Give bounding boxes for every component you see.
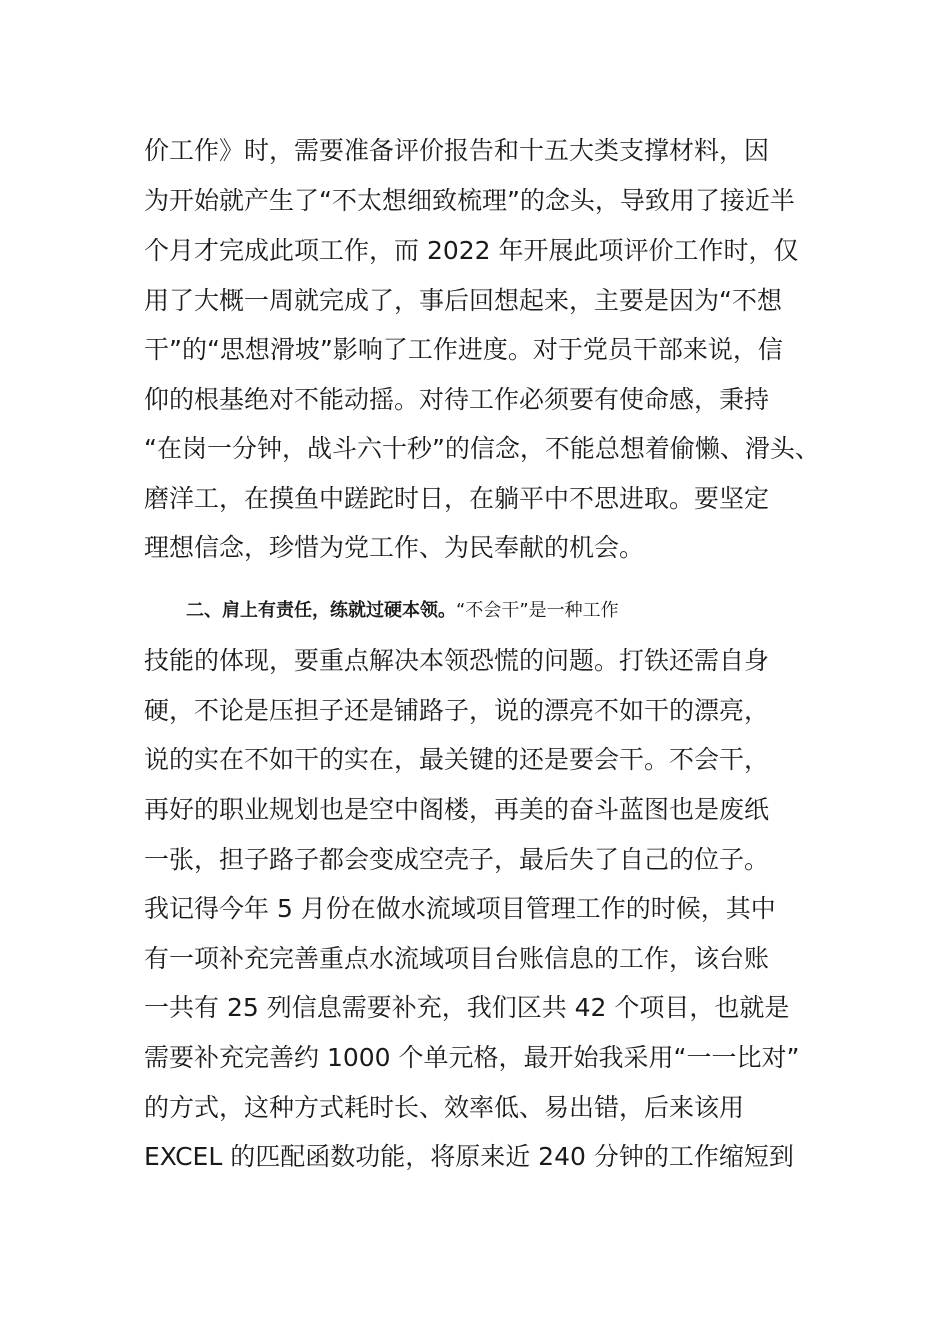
paragraph-2-line-5: 再好的职业规划也是空中阁楼，再美的奋斗蓝图也是废纸 (144, 795, 770, 824)
paragraph-1-line-1: 价工作》时，需要准备评价报告和十五大类支撑材料，因 (144, 136, 770, 165)
paragraph-1-line-6: 仰的根基绝对不能动摇。对待工作必须要有使命感，秉持 (144, 385, 770, 414)
paragraph-2-line-2: 技能的体现，要重点解决本领恐慌的问题。打铁还需自身 (144, 646, 770, 675)
paragraph-1-line-4: 用了大概一周就完成了，事后回想起来，主要是因为“不想 (144, 286, 782, 315)
paragraph-2-line-11: 的方式，这种方式耗时长、效率低、易出错，后来该用 (144, 1093, 745, 1122)
paragraph-2-line-6: 一张，担子路子都会变成空壳子，最后失了自己的位子。 (144, 845, 770, 874)
paragraph-2-line-12: EXCEL 的匹配函数功能，将原来近 240 分钟的工作缩短到 (144, 1142, 794, 1171)
paragraph-1-line-3: 个月才完成此项工作，而 2022 年开展此项评价工作时，仅 (144, 236, 799, 265)
paragraph-2-first-line-text: “不会干”是一种工作 (456, 600, 619, 621)
paragraph-2-line-8: 有一项补充完善重点水流域项目台账信息的工作，该台账 (144, 944, 770, 973)
section-heading: 二、肩上有责任，练就过硬本领。 (186, 600, 456, 621)
paragraph-1-line-5: 干”的“思想滑坡”影响了工作进度。对于党员干部来说，信 (144, 335, 783, 364)
paragraph-1-line-9: 理想信念，珍惜为党工作、为民奉献的机会。 (144, 533, 645, 562)
paragraph-2-line-4: 说的实在不如干的实在，最关键的还是要会干。不会干， (144, 745, 770, 774)
paragraph-1-line-8: 磨洋工，在摸鱼中蹉跎时日，在躺平中不思进取。要坚定 (144, 484, 770, 513)
paragraph-2-line-9: 一共有 25 列信息需要补充，我们区共 42 个项目，也就是 (144, 993, 790, 1022)
paragraph-2-first-line (186, 596, 866, 626)
paragraph-2-line-10: 需要补充完善约 1000 个单元格，最开始我采用“一一比对” (144, 1043, 800, 1072)
paragraph-2-line-7: 我记得今年 5 月份在做水流域项目管理工作的时候，其中 (144, 894, 776, 923)
paragraph-1-line-7: “在岗一分钟，战斗六十秒”的信念，不能总想着偷懒、滑头、 (144, 434, 820, 463)
paragraph-2-line-3: 硬，不论是压担子还是铺路子，说的漂亮不如干的漂亮， (144, 696, 770, 725)
paragraph-1-line-2: 为开始就产生了“不太想细致梳理”的念头，导致用了接近半 (144, 186, 795, 215)
